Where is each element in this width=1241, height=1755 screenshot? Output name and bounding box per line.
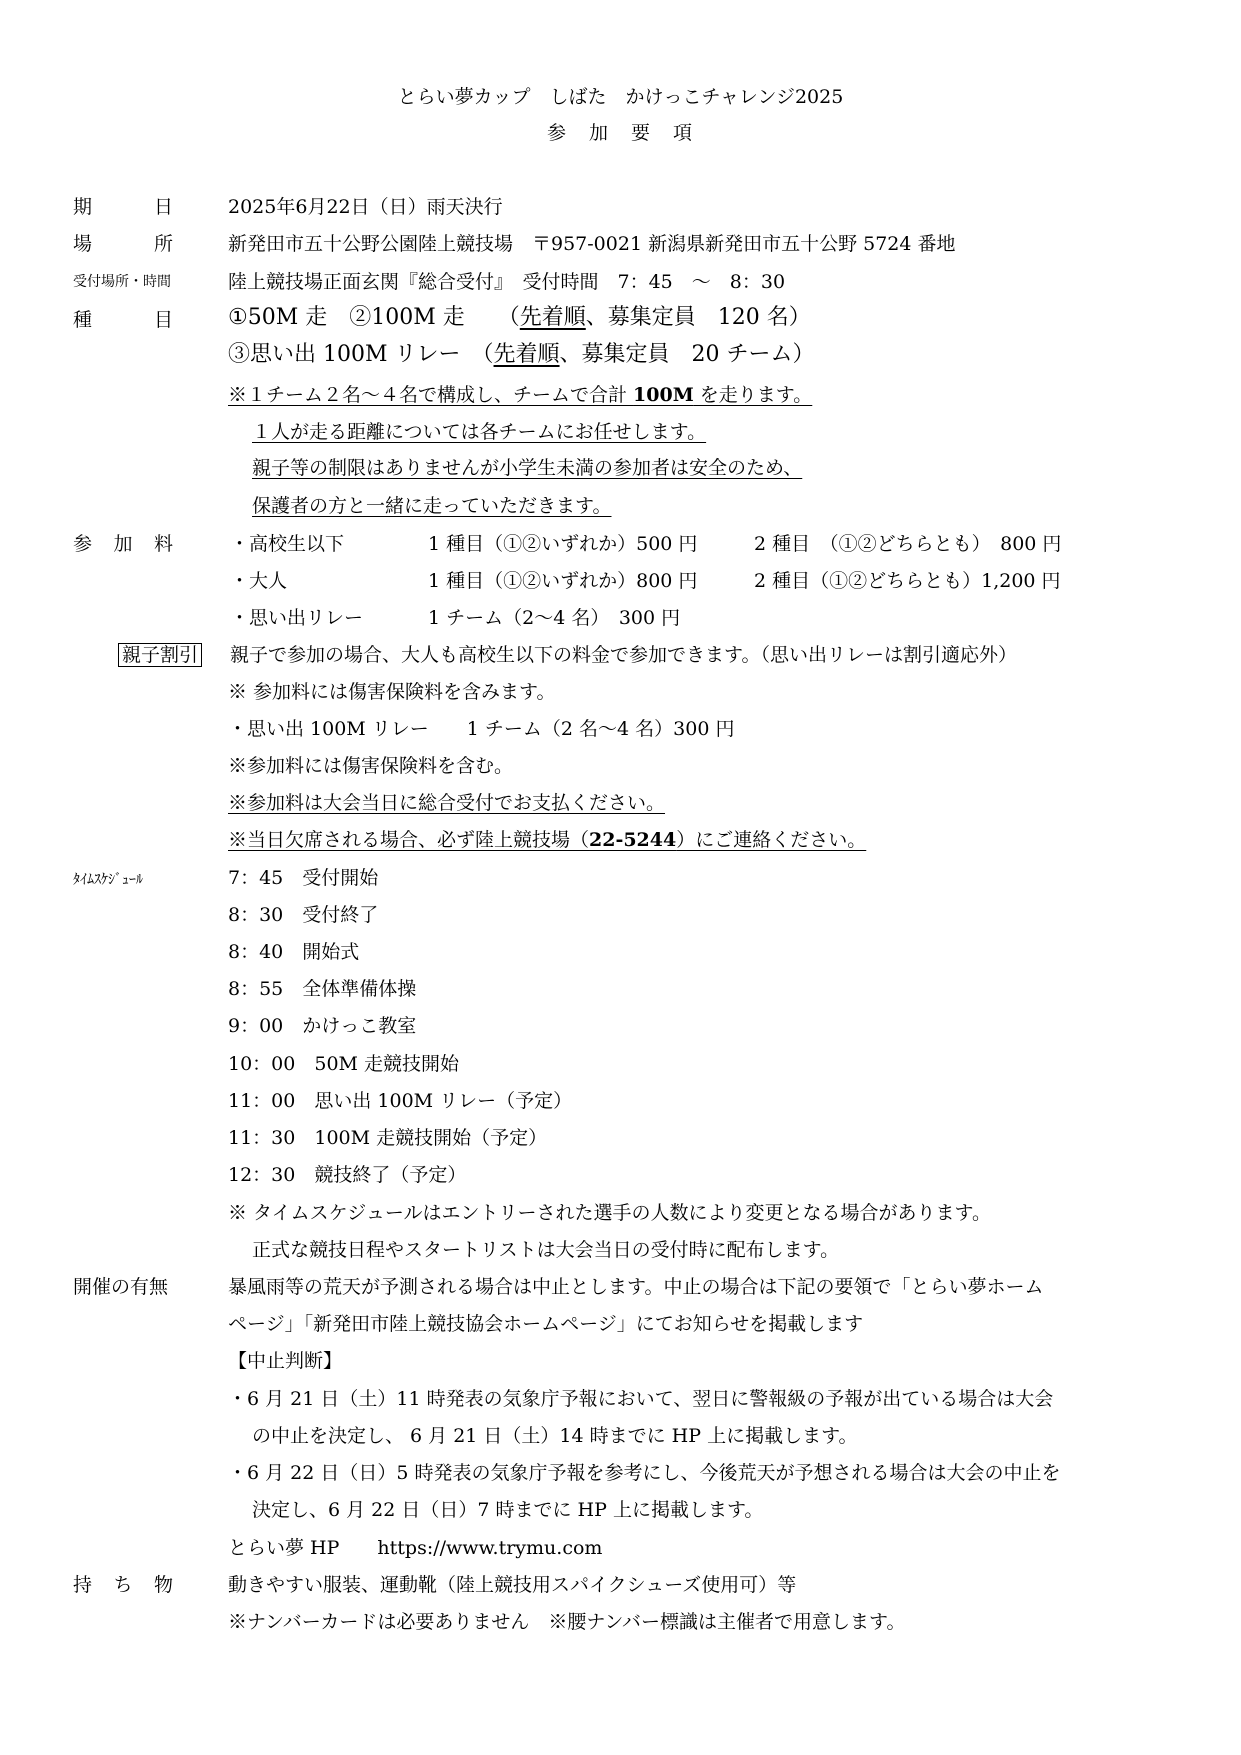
discount-label — [118, 643, 202, 667]
schedule-label: ﾀｲﾑｽｹｼﾞｭｰﾙ — [73, 872, 143, 888]
stadium-phone: 22-5244 — [589, 829, 677, 851]
events-note2: １人が走る距離については各チームにお任せします。 — [252, 421, 707, 443]
schedule-item: 11：30 100M 走競技開始（予定） — [228, 1127, 548, 1149]
events-line2-suffix: 、募集定員 20 チーム） — [559, 342, 815, 367]
fee-two-events: 2 種目 （①②どちらとも） 800 円 — [754, 533, 1062, 555]
place-label: 場 所 — [73, 233, 173, 255]
cancellation-text2: ページ」「新発田市陸上競技協会ホームページ」にてお知らせを掲載します — [228, 1313, 864, 1335]
first-come-text: 先着順 — [493, 342, 560, 367]
cancellation-label: 開催の有無 — [73, 1276, 169, 1298]
events-line1-suffix: 、募集定員 120 名） — [585, 305, 811, 330]
events-note1-bold: 100M — [633, 384, 694, 406]
belongings-label: 持 ち 物 — [73, 1574, 173, 1596]
events-note4: 保護者の方と一緒に走っていただきます。 — [252, 495, 612, 517]
fee-name: ・思い出リレー — [230, 607, 364, 629]
schedule-note2: 正式な競技日程やスタートリストは大会当日の受付時に配布します。 — [252, 1239, 840, 1261]
events-line2-prefix: （ — [482, 342, 494, 367]
cancellation-rule1b: の中止を決定し、 6 月 21 日（土）14 時までに HP 上に掲載します。 — [252, 1425, 858, 1447]
absence-note — [228, 828, 866, 852]
reception-value: 陸上競技場正面玄関『総合受付』 受付時間 7：45 ～ 8：30 — [228, 271, 786, 293]
cancellation-text1: 暴風雨等の荒天が予測される場合は中止とします。中止の場合は下記の要領で「とらい夢ホーム — [228, 1276, 1044, 1298]
events-label: 種 目 — [73, 309, 173, 331]
cancellation-judgement: 【中止判断】 — [228, 1350, 343, 1372]
cancellation-rule1a: ・6 月 21 日（土）11 時発表の気象庁予報において、翌日に警報級の予報が出ている場合は大会 — [228, 1388, 1054, 1410]
schedule-item: 11：00 思い出 100M リレー（予定） — [228, 1090, 573, 1112]
fee-name: ・高校生以下 — [230, 533, 345, 555]
relay-fee: ・思い出 100M リレー 1 チーム（2 名～4 名）300 円 — [228, 718, 735, 740]
payment-note: ※参加料は大会当日に総合受付でお支払ください。 — [228, 792, 666, 814]
cancellation-rule2b: 決定し、6 月 22 日（日）7 時までに HP 上に掲載します。 — [252, 1499, 764, 1521]
document-title: とらい夢カップ しばた かけっこチャレンジ2025 — [397, 86, 844, 108]
events-note1-a: ※１チーム２名～４名で構成し、チームで合計 — [228, 384, 634, 406]
fees-label: 参 加 料 — [73, 533, 173, 555]
place-value: 新発田市五十公野公園陸上競技場 〒957-0021 新潟県新発田市五十公野 5724 番地 — [228, 233, 956, 255]
cancellation-rule2a: ・6 月 22 日（日）5 時発表の気象庁予報を参考にし、今後荒天が予想される場合は大会の中止を — [228, 1462, 1061, 1484]
discount-text: 親子で参加の場合、大人も高校生以下の料金で参加できます。（思い出リレーは割引適応外） — [230, 644, 1017, 666]
fee-two-events: 2 種目（①②どちらとも）1,200 円 — [754, 570, 1061, 592]
schedule-item: 10：00 50M 走競技開始 — [228, 1053, 460, 1075]
fee-row — [0, 606, 1241, 632]
events-line1-events: ①50M 走 ②100M 走 — [228, 305, 509, 330]
events-note1-b: を走ります。 — [693, 384, 813, 406]
insurance-note: ※ 参加料には傷害保険料を含みます。 — [228, 681, 556, 703]
fee-relay: 1 チーム（2～4 名） 300 円 — [428, 607, 681, 629]
fee-row — [0, 532, 1241, 558]
fee-row — [0, 569, 1241, 595]
trymu-homepage: とらい夢 HP https://www.trymu.com — [228, 1537, 603, 1559]
schedule-item: 8：55 全体準備体操 — [228, 978, 417, 1000]
absence-note-b: ）にご連絡ください。 — [676, 829, 867, 851]
belongings-text2: ※ナンバーカードは必要ありません ※腰ナンバー標識は主催者で用意します。 — [228, 1611, 906, 1633]
events-note3: 親子等の制限はありませんが小学生未満の参加者は安全のため、 — [252, 457, 803, 479]
schedule-note1: ※ タイムスケジュールはエントリーされた選手の人数により変更となる場合があります。 — [228, 1202, 992, 1224]
document-subtitle: 参 加 要 項 — [546, 122, 694, 144]
date-value: 2025年6月22日（日）雨天決行 — [228, 196, 503, 218]
first-come-text: 先着順 — [519, 305, 586, 330]
date-label: 期 日 — [73, 196, 173, 218]
events-line1 — [228, 304, 811, 332]
schedule-item: 12：30 競技終了（予定） — [228, 1164, 467, 1186]
insurance-note2: ※参加料には傷害保険料を含む。 — [228, 755, 514, 777]
schedule-item: 8：40 開始式 — [228, 941, 360, 963]
schedule-item: 9：00 かけっこ教室 — [228, 1015, 417, 1037]
schedule-item: 7：45 受付開始 — [228, 867, 379, 889]
events-line1-prefix: （ — [508, 305, 520, 330]
fee-one-event: 1 種目（①②いずれか）500 円 — [428, 533, 698, 555]
events-line2 — [228, 341, 815, 369]
reception-label: 受付場所・時間 — [73, 274, 171, 290]
fee-one-event: 1 種目（①②いずれか）800 円 — [428, 570, 698, 592]
belongings-text1: 動きやすい服装、運動靴（陸上競技用スパイクシューズ使用可）等 — [228, 1574, 797, 1596]
events-line2-event: ③思い出 100M リレー — [228, 342, 483, 367]
discount-label-box: 親子割引 — [118, 643, 202, 667]
absence-note-a: ※当日欠席される場合、必ず陸上競技場（ — [228, 829, 590, 851]
schedule-item: 8：30 受付終了 — [228, 904, 379, 926]
events-note1 — [228, 383, 812, 407]
fee-name: ・大人 — [230, 570, 288, 592]
